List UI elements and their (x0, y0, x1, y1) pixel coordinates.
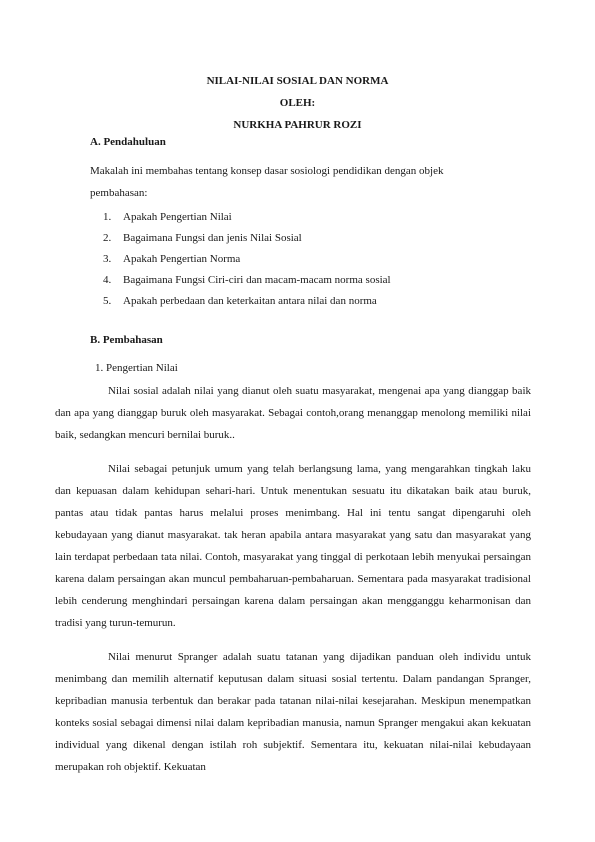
by-label: OLEH: (279, 97, 316, 109)
list-text: Bagaimana Fungsi Ciri-ciri dan macam-macam norma sosial (123, 274, 391, 286)
body-text (55, 380, 531, 790)
paragraph: Nilai sosial adalah nilai yang dianut oleh suatu masyarakat, mengenai apa yang dianggap baik dan apa yang dianggap buruk oleh masyarakat. Sebagai contoh,orang menanggap menolong memiliki nilai baik, sedangkan mencuri bernilai buruk.. (55, 385, 531, 441)
author-name: NURKHA PAHRUR ROZI (233, 119, 362, 131)
title-block (0, 70, 595, 136)
document-title: NILAI-NILAI SOSIAL DAN NORMA (206, 75, 389, 87)
intro-line: Makalah ini membahas tentang konsep dasar sosiologi pendidikan dengan objek (90, 165, 444, 177)
list-item (103, 228, 391, 249)
paragraph: Nilai menurut Spranger adalah suatu tatanan yang dijadikan panduan oleh individu untuk menimbang dan memilih alternatif keputusan dalam situasi sosial tertentu. Dalam pandangan Spranger, kepribadian manusia terbentuk dan berakar pada tatanan nilai-nilai kesejarahan. Meskipun menempatkan konteks sosial sebagai dimensi nilai dalam kepribadian manusia, namun Spranger mengakui akan kekuatan individual yang dikenal dengan istilah roh subjektif. Sementara itu, kekuatan nilai-nilai kebudayaan merupakan roh objektif. Kekuatan (55, 651, 531, 773)
sub-heading: 1. Pengertian Nilai (95, 362, 178, 374)
list-item (103, 270, 391, 291)
list-number: 4. (103, 274, 112, 286)
list-number: 2. (103, 232, 112, 244)
list-item (103, 207, 391, 228)
paragraph: Nilai sebagai petunjuk umum yang telah berlangsung lama, yang mengarahkan tingkah laku dan kepuasan dalam kehidupan sehari-hari. Untuk menentukan sesuatu itu dikatakan baik atau buruk, pantas atau tidak pantas harus melalui proses menimbang. Hal ini tentu sangat dipengaruhi oleh kebudayaan yang dianut masyarakat. tak heran apabila antara masyarakat yang satu dan masyarakat yang lain terdapat perbedaan tata nilai. Contoh, masyarakat yang tinggal di perkotaan lebih menyukai persaingan karena dalam persaingan akan muncul pembaharuan-pembaharuan. Sementara pada masyarakat tradisional lebih cenderung menghindari persaingan karena dalam persaingan akan mengganggu keharmonisan dan tradisi yang turun-temurun. (55, 463, 531, 629)
topic-list (103, 207, 391, 312)
section-a-heading: A. Pendahuluan (90, 136, 166, 148)
list-number: 5. (103, 295, 112, 307)
list-text: Apakah perbedaan dan keterkaitan antara nilai dan norma (123, 295, 377, 307)
list-text: Bagaimana Fungsi dan jenis Nilai Sosial (123, 232, 302, 244)
intro-paragraph (90, 160, 530, 204)
section-b-heading: B. Pembahasan (90, 334, 163, 346)
list-item (103, 291, 391, 312)
list-item (103, 249, 391, 270)
intro-line: pembahasan: (90, 187, 148, 199)
list-text: Apakah Pengertian Nilai (123, 211, 232, 223)
list-number: 1. (103, 211, 112, 223)
list-number: 3. (103, 253, 112, 265)
list-text: Apakah Pengertian Norma (123, 253, 241, 265)
